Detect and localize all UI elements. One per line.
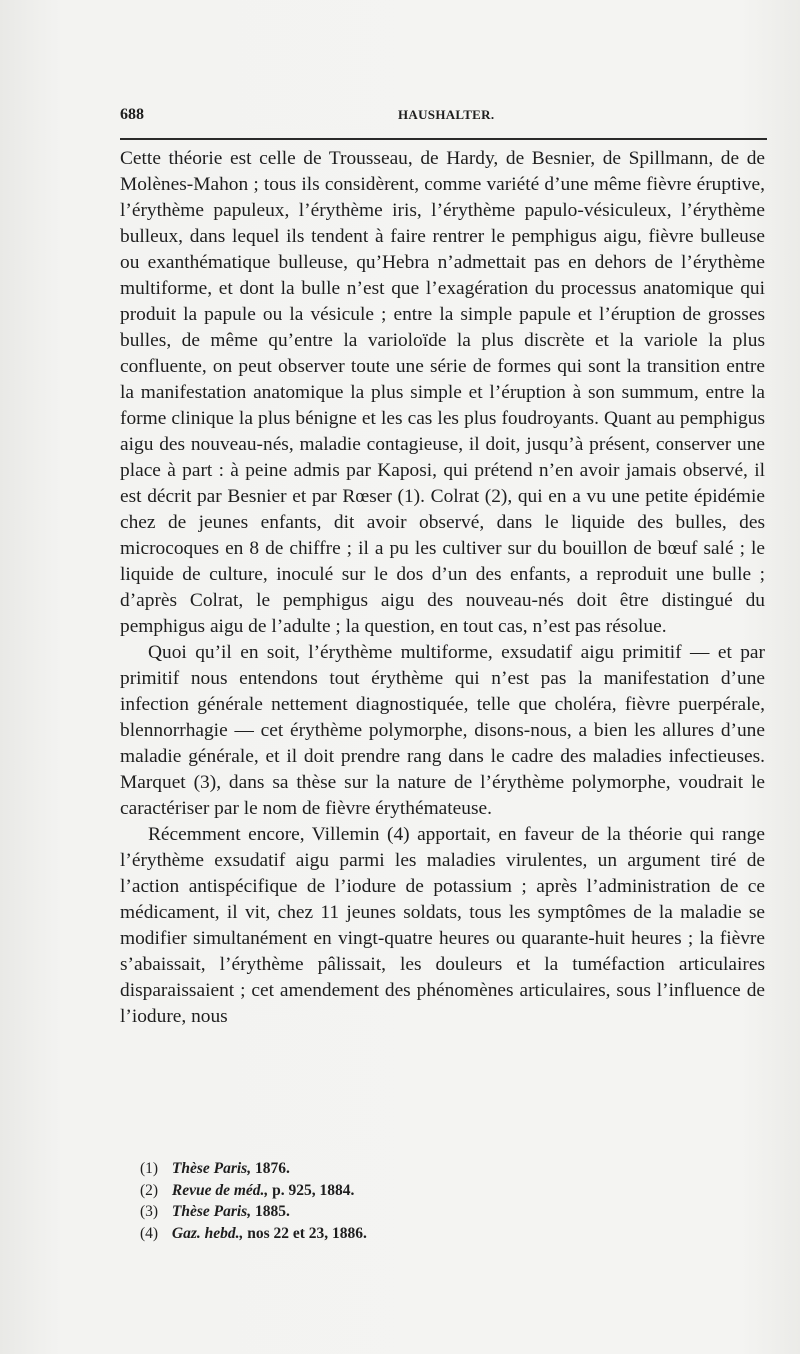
paragraph: Quoi qu’il en soit, l’érythème multiforme, exsudatif aigu primitif — et par primitif nous entendons tout érythème qui n’est pas la manifestation d’une infection générale nettement diagnostiquée, telle que choléra, fièvre puerpérale, blennorrhagie — cet érythème polymorphe, disons-nous, a bien les allures d’une maladie générale, et il doit prendre rang dans le cadre des maladies infectieuses. Marquet (3), dans sa thèse sur la nature de l’érythème polymorphe, voudrait le caractériser par le nom de fièvre érythémateuse. [120,642,765,819]
footnote-details: p. 925, 1884. [272,1181,355,1199]
footnotes [140,1158,760,1244]
footnote-number: (3) [140,1203,159,1220]
footnote-source: Thèse Paris, [171,1160,252,1177]
footnote [140,1158,760,1180]
footnote-source: Gaz. hebd., [171,1224,244,1242]
footnote [140,1223,760,1245]
footnote-number: (1) [140,1160,159,1177]
footnote-source: Revue de méd., [171,1181,269,1199]
header-rule [120,138,767,140]
running-head [120,106,765,126]
main-text [120,146,765,1030]
running-title: HAUSHALTER. [398,107,495,122]
footnote-number: (4) [140,1224,159,1242]
page-number: 688 [120,106,144,123]
footnote-details: nos 22 et 23, 1886. [247,1224,367,1242]
paragraph: Cette théorie est celle de Trousseau, de Hardy, de Besnier, de Spillmann, de de Molènes-Mahon ; tous ils considèrent, comme variété d’une même fièvre éruptive, l’érythème papuleux, l’érythème iris, l’érythème papulo-vésiculeux, l’érythème bulleux, dans lequel ils tendent à faire rentrer le pemphigus aigu, fièvre bulleuse ou exanthématique bulleuse, qu’Hebra n’admettait pas en dehors de l’érythème multiforme, et dont la bulle n’est que l’exagération du processus anatomique qui produit la papule ou la vésicule ; entre la simple papule et l’éruption de grosses bulles, de même qu’entre la varioloïde la plus discrète et la variole la plus confluente, on peut observer toute une série de formes qui sont la transition entre la manifestation anatomique la plus simple et l’éruption à son summum, entre la forme clinique la plus bénigne et les cas les plus foudroyants. Quant au pemphigus aigu des nouveau-nés, maladie contagieuse, il doit, jusqu’à présent, conserver une place à part : à peine admis par Kaposi, qui prétend n’en avoir jamais observé, il est décrit par Besnier et par Rœser (1). Colrat (2), qui en a vu une petite épidémie chez de jeunes enfants, dit avoir observé, dans le liquide des bulles, des microcoques en 8 de chiffre ; il a pu les cultiver sur du bouillon de bœuf salé ; le liquide de culture, inoculé sur le dos d’un des enfants, a reproduit une bulle ; d’après Colrat, le pemphigus aigu des nouveau-nés doit être distingué du pemphigus aigu de l’adulte ; la question, en tout cas, n’est pas résolue. [120,148,765,637]
footnote [140,1201,760,1223]
footnote-number: (2) [140,1181,159,1199]
paragraph: Récemment encore, Villemin (4) apportait, en faveur de la théorie qui range l’érythème exsudatif aigu parmi les maladies virulentes, un argument tiré de l’action antispécifique de l’iodure de potassium ; après l’administration de ce médicament, il vit, chez 11 jeunes soldats, tous les symptômes de la maladie se modifier simultanément en vingt-quatre heures ou quarante-huit heures ; la fièvre s’abaissait, l’érythème pâlissait, les douleurs et la tuméfaction articulaires disparaissaient ; cet amendement des phénomènes articulaires, sous l’influence de l’iodure, nous [120,824,765,1027]
footnote-source: Thèse Paris, [171,1203,252,1220]
footnote-details: 1876. [254,1160,290,1177]
footnote [140,1180,760,1202]
footnote-details: 1885. [254,1203,290,1220]
